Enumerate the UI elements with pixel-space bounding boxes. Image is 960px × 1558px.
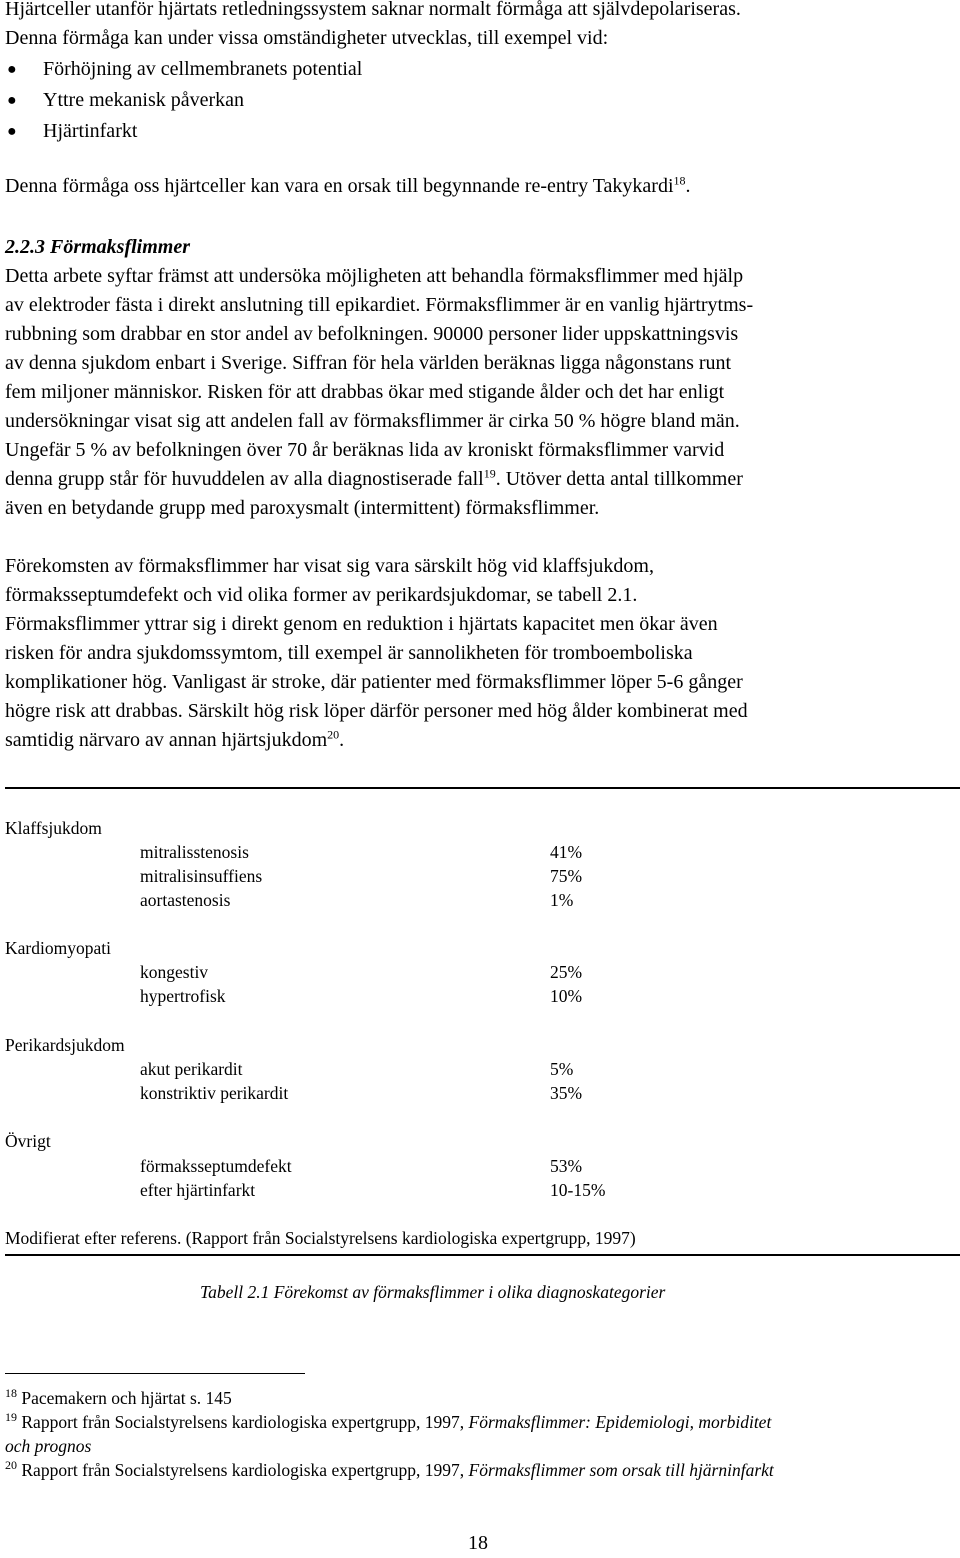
footnote-number: 18 — [5, 1386, 17, 1401]
table-bottom-rule — [5, 1254, 960, 1256]
footnote-number: 19 — [5, 1410, 17, 1425]
intro-line-2: Denna förmåga kan under vissa omständigheter utvecklas, till exempel vid: — [5, 27, 609, 49]
table-row-value: 10% — [550, 986, 583, 1006]
paragraph-line: högre risk att drabbas. Särskilt hög risk löper därför personer med hög ålder kombinerat med — [5, 700, 748, 722]
paragraph-line: risken för andra sjukdomssymtom, till exempel är sannolikheten för tromboemboliska — [5, 642, 693, 664]
paragraph-line: komplikationer hög. Vanligast är stroke, där patienter med förmaksflimmer löper 5-6 gånger — [5, 671, 743, 693]
table-row-label: förmaksseptumdefekt — [140, 1156, 292, 1176]
footnote-text: Pacemakern och hjärtat s. 145 — [21, 1388, 232, 1408]
paragraph-line: Förekomsten av förmaksflimmer har visat sig vara särskilt hög vid klaffsjukdom, — [5, 555, 654, 577]
paragraph-line: förmaksseptumdefekt och vid olika former av perikardsjukdomar, se tabell 2.1. — [5, 584, 638, 606]
paragraph-text: . — [339, 729, 345, 751]
list-item-text: Förhöjning av cellmembranets potential — [43, 58, 363, 80]
table-row-label: kongestiv — [140, 962, 209, 982]
table-row-value: 41% — [550, 842, 583, 862]
paragraph-line: av elektroder fästa i direkt anslutning till epikardiet. Förmaksflimmer är en vanlig hjärtrytms- — [5, 294, 754, 316]
footnote-ref: 19 — [483, 466, 496, 481]
paragraph-text: denna grupp står för huvuddelen av alla diagnostiserade fall — [5, 468, 484, 490]
footnote — [5, 1410, 771, 1434]
conclusion-end: . — [685, 175, 691, 197]
paragraph-line: fem miljoner människor. Risken för att drabbas ökar med stigande ålder och det har enligt — [5, 381, 725, 403]
footnote-text: Rapport från Socialstyrelsens kardiologiska expertgrupp, 1997, — [21, 1412, 469, 1432]
table-group-name: Övrigt — [5, 1131, 51, 1151]
table-row-label: efter hjärtinfarkt — [140, 1180, 256, 1200]
paragraph-line — [5, 726, 344, 755]
paragraph-line: Detta arbete syftar främst att undersöka möjligheten att behandla förmaksflimmer med hjälp — [5, 265, 744, 287]
table-source: Modifierat efter referens. (Rapport från Socialstyrelsens kardiologiska expertgrupp, 1997) — [5, 1228, 636, 1248]
paragraph-line: undersökningar visat sig att andelen fall av förmaksflimmer är cirka 50 % högre bland män. — [5, 410, 740, 432]
list-item-text: Hjärtinfarkt — [43, 120, 138, 142]
paragraph-line: även en betydande grupp med paroxysmalt (intermittent) förmaksflimmer. — [5, 497, 600, 519]
footnote-italic-text: Förmaksflimmer: Epidemiologi, morbiditet — [468, 1412, 772, 1432]
footnote — [5, 1458, 774, 1482]
table-row-label: mitralisinsuffiens — [140, 866, 263, 886]
paragraph-line: Ungefär 5 % av befolkningen över 70 år beräknas lida av kroniskt förmaksflimmer varvid — [5, 439, 725, 461]
footnote-ref: 20 — [327, 727, 340, 742]
table-row-value: 5% — [550, 1059, 574, 1079]
table-group-name: Perikardsjukdom — [5, 1035, 125, 1055]
table-row-label: akut perikardit — [140, 1059, 243, 1079]
table-top-rule — [5, 787, 960, 789]
table-caption: Tabell 2.1 Förekomst av förmaksflimmer i olika diagnoskategorier — [200, 1282, 666, 1302]
footnote-continuation: och prognos — [5, 1436, 92, 1456]
table-row-value: 75% — [550, 866, 583, 886]
page-number: 18 — [468, 1532, 488, 1554]
paragraph-text: . Utöver detta antal tillkommer — [495, 468, 743, 490]
table-row-label: mitralisstenosis — [140, 842, 249, 862]
conclusion-text: Denna förmåga oss hjärtceller kan vara en orsak till begynnande re-entry Takykardi — [5, 175, 674, 197]
footnote-separator — [5, 1373, 305, 1374]
intro-line-1: Hjärtceller utanför hjärtats retledningssystem saknar normalt förmåga att självdepolariseras. — [5, 0, 741, 20]
list-item-text: Yttre mekanisk påverkan — [43, 89, 245, 111]
table-row-value: 10-15% — [550, 1180, 606, 1200]
table-row-label: hypertrofisk — [140, 986, 226, 1006]
table-group-name: Klaffsjukdom — [5, 818, 102, 838]
footnote-ref: 18 — [673, 173, 686, 188]
paragraph-line — [5, 465, 743, 494]
footnote-text: Rapport från Socialstyrelsens kardiologiska expertgrupp, 1997, — [21, 1460, 469, 1480]
paragraph-line: rubbning som drabbar en stor andel av befolkningen. 90000 personer lider uppskattningsvis — [5, 323, 739, 345]
footnote-number: 20 — [5, 1458, 17, 1473]
table-row-value: 25% — [550, 962, 583, 982]
table-row-value: 53% — [550, 1156, 583, 1176]
table-group-name: Kardiomyopati — [5, 938, 111, 958]
table-row-label: aortastenosis — [140, 890, 231, 910]
paragraph-text: samtidig närvaro av annan hjärtsjukdom — [5, 729, 328, 751]
section-heading: 2.2.3 Förmaksflimmer — [5, 236, 191, 258]
footnote — [5, 1386, 232, 1410]
intro-conclusion — [5, 172, 691, 201]
paragraph-line: Förmaksflimmer yttrar sig i direkt genom en reduktion i hjärtats kapacitet men ökar även — [5, 613, 718, 635]
table-row-value: 1% — [550, 890, 574, 910]
footnote-italic-text: Förmaksflimmer som orsak till hjärninfarkt — [468, 1460, 774, 1480]
table-row-value: 35% — [550, 1083, 583, 1103]
table-row-label: konstriktiv perikardit — [140, 1083, 289, 1103]
paragraph-line: av denna sjukdom enbart i Sverige. Siffran för hela världen beräknas ligga någonstans runt — [5, 352, 732, 374]
